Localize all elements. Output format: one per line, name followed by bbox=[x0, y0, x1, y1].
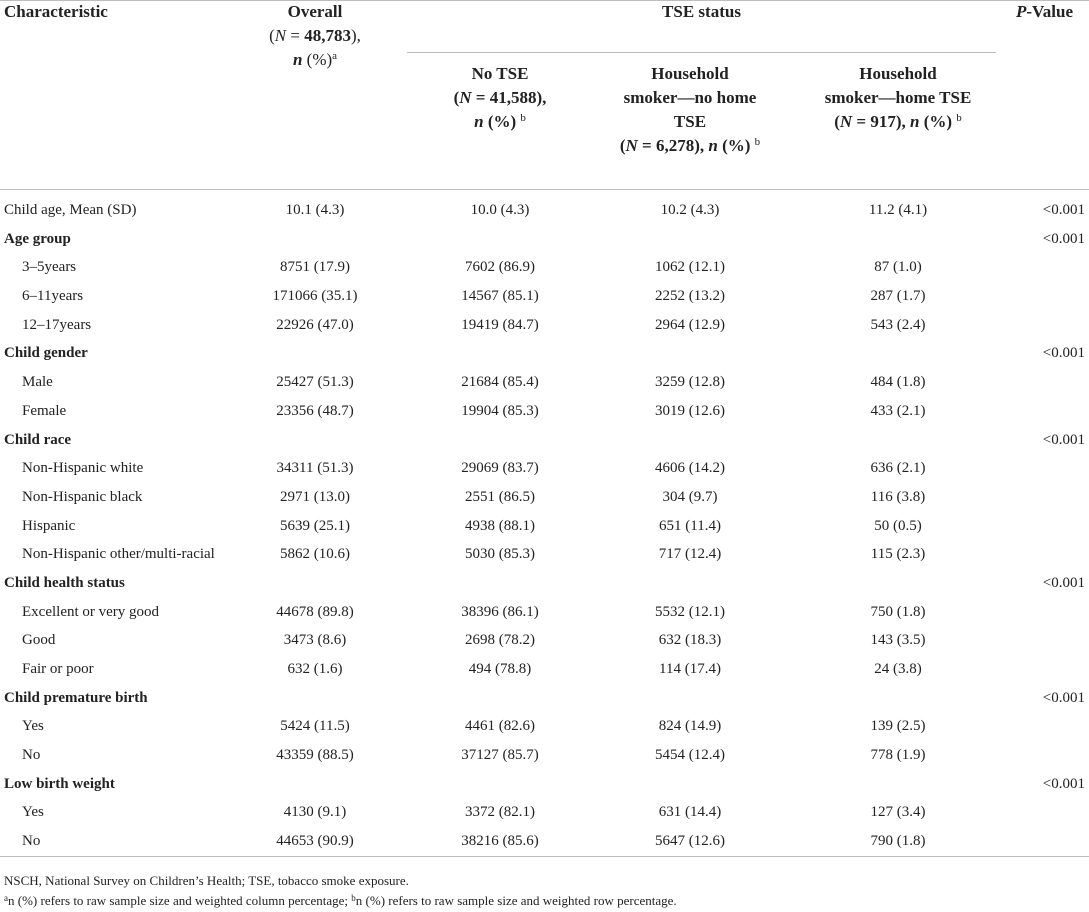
no-home-tse-cell: 304 (9.7) bbox=[662, 488, 718, 505]
overall-cell: 10.1 (4.3) bbox=[285, 202, 345, 218]
header-no-tse-title: No TSE bbox=[471, 64, 529, 83]
table-row bbox=[0, 282, 1089, 311]
row-label: 3–5years bbox=[22, 259, 77, 276]
no-tse-cell: 19904 (85.3) bbox=[461, 402, 539, 419]
p-value-cell: <0.001 bbox=[1042, 202, 1085, 218]
p-value-cell: <0.001 bbox=[1042, 689, 1085, 706]
row-label: Yes bbox=[22, 804, 44, 821]
overall-cell: 2971 (13.0) bbox=[280, 488, 350, 505]
no-home-tse-cell: 5532 (12.1) bbox=[655, 603, 725, 620]
row-label: Hispanic bbox=[22, 517, 76, 534]
no-home-tse-cell: 631 (14.4) bbox=[658, 804, 722, 821]
header-home-sup: b bbox=[956, 112, 962, 124]
home-tse-cell: 287 (1.7) bbox=[870, 288, 926, 305]
overall-cell: 22926 (47.0) bbox=[276, 316, 354, 333]
no-home-tse-cell: 3259 (12.8) bbox=[655, 374, 725, 391]
header-no-tse: No TSE (N = 41,588), n (%) $^b$ bbox=[453, 64, 547, 131]
p-value-cell: <0.001 bbox=[1042, 230, 1085, 247]
no-tse-cell: 7602 (86.9) bbox=[465, 259, 535, 276]
row-label: Child age, Mean (SD) bbox=[4, 202, 137, 218]
home-tse-cell: 116 (3.8) bbox=[870, 488, 926, 505]
overall-cell: 5862 (10.6) bbox=[280, 546, 350, 563]
home-tse-cell: 790 (1.8) bbox=[870, 833, 926, 850]
overall-cell: 44653 (90.9) bbox=[276, 833, 354, 850]
no-home-tse-cell: 3019 (12.6) bbox=[655, 402, 725, 419]
p-value-cell: <0.001 bbox=[1042, 431, 1085, 448]
home-tse-cell: 433 (2.1) bbox=[870, 402, 926, 419]
table-row bbox=[0, 626, 1089, 655]
overall-cell: 23356 (48.7) bbox=[276, 402, 354, 419]
header-no-home-line1: Household bbox=[651, 64, 729, 83]
home-tse-cell: 636 (2.1) bbox=[870, 460, 926, 477]
table-row bbox=[0, 253, 1089, 282]
home-tse-cell: 750 (1.8) bbox=[870, 603, 926, 620]
footnote-abbreviations: NSCH, National Survey on Children’s Health; TSE, tobacco smoke exposure. bbox=[4, 873, 409, 888]
row-label: Female bbox=[22, 402, 67, 419]
header-overall-title: Overall bbox=[287, 2, 343, 21]
overall-cell: 171066 (35.1) bbox=[272, 288, 358, 305]
home-tse-cell: 143 (3.5) bbox=[870, 632, 926, 649]
p-value-cell: <0.001 bbox=[1042, 574, 1085, 591]
footnote-a-text: n (%) refers to raw sample size and weighted column percentage; bbox=[8, 893, 352, 908]
header-home-line2: smoker—home TSE bbox=[824, 88, 972, 107]
table-row bbox=[0, 311, 1089, 340]
row-label: Fair or poor bbox=[22, 661, 94, 677]
no-tse-cell: 21684 (85.4) bbox=[461, 374, 539, 391]
header-p-value: P-Value bbox=[1015, 2, 1073, 21]
footnote-a-sup: a bbox=[4, 893, 8, 903]
row-label: 12–17years bbox=[22, 316, 92, 333]
overall-cell: 34311 (51.3) bbox=[276, 460, 354, 477]
table-row bbox=[0, 483, 1089, 512]
no-tse-cell: 38216 (85.6) bbox=[461, 833, 539, 850]
header-home-n: 917 bbox=[870, 112, 896, 131]
no-tse-cell: 19419 (84.7) bbox=[461, 316, 539, 333]
row-label: Non-Hispanic black bbox=[22, 488, 143, 505]
table-row bbox=[0, 397, 1089, 426]
no-tse-cell: 10.0 (4.3) bbox=[470, 202, 530, 218]
table-section-row bbox=[0, 770, 1089, 799]
home-tse-cell: 87 (1.0) bbox=[874, 259, 922, 276]
no-home-tse-cell: 5454 (12.4) bbox=[655, 747, 725, 764]
header-overall-sup: a bbox=[332, 50, 338, 62]
header-no-home-line3: TSE bbox=[673, 112, 707, 131]
row-label: Child premature birth bbox=[4, 689, 148, 706]
overall-cell: 5639 (25.1) bbox=[280, 517, 350, 534]
no-tse-cell: 3372 (82.1) bbox=[465, 804, 535, 821]
footnote-b-text: n (%) refers to raw sample size and weighted row percentage. bbox=[355, 893, 677, 908]
no-home-tse-cell: 10.2 (4.3) bbox=[660, 202, 720, 218]
no-home-tse-cell: 5647 (12.6) bbox=[655, 833, 725, 850]
row-label: 6–11years bbox=[22, 288, 84, 305]
header-p-value-label: Value bbox=[1032, 2, 1073, 21]
tse-status-rule bbox=[407, 52, 996, 53]
row-label: Child gender bbox=[4, 345, 88, 362]
header-overall: Overall (N = 48,783), n (%)$^a$ bbox=[269, 2, 361, 69]
table-row bbox=[0, 741, 1089, 770]
footnote-b-sup: b bbox=[351, 893, 356, 903]
no-home-tse-cell: 2252 (13.2) bbox=[655, 288, 725, 305]
header-household-home-tse: Household smoker—home TSE (N = 917), n (%) $^b$ bbox=[824, 64, 972, 131]
home-tse-cell: 778 (1.9) bbox=[870, 747, 926, 764]
home-tse-cell: 543 (2.4) bbox=[870, 316, 926, 333]
header-overall-n: 48,783 bbox=[304, 26, 351, 45]
row-label: No bbox=[22, 747, 41, 764]
table-row bbox=[0, 540, 1089, 569]
no-tse-cell: 37127 (85.7) bbox=[461, 747, 539, 764]
table-row bbox=[0, 798, 1089, 827]
no-home-tse-cell: 2964 (12.9) bbox=[655, 316, 725, 333]
table-row bbox=[0, 655, 1089, 684]
no-tse-cell: 4461 (82.6) bbox=[465, 718, 535, 735]
header-no-home-n: 6,278 bbox=[655, 136, 695, 155]
overall-cell: 3473 (8.6) bbox=[283, 632, 347, 649]
table-section-row bbox=[0, 426, 1089, 455]
bottom-rule bbox=[0, 856, 1089, 857]
home-tse-cell: 50 (0.5) bbox=[874, 517, 922, 534]
row-label: Non-Hispanic other/multi-racial bbox=[22, 546, 215, 563]
no-tse-cell: 2551 (86.5) bbox=[465, 488, 535, 505]
table-section-row bbox=[0, 339, 1089, 368]
row-label: Child race bbox=[4, 431, 72, 448]
home-tse-cell: 484 (1.8) bbox=[870, 374, 926, 391]
row-label: Male bbox=[22, 374, 53, 391]
no-home-tse-cell: 632 (18.3) bbox=[658, 632, 722, 649]
table-row bbox=[0, 454, 1089, 483]
no-tse-cell: 14567 (85.1) bbox=[461, 288, 539, 305]
no-home-tse-cell: 824 (14.9) bbox=[658, 718, 722, 735]
home-tse-cell: 115 (2.3) bbox=[870, 546, 926, 563]
table-row bbox=[0, 512, 1089, 541]
overall-cell: 8751 (17.9) bbox=[280, 259, 350, 276]
overall-cell: 44678 (89.8) bbox=[276, 603, 354, 620]
header-tse-status: TSE status bbox=[662, 2, 741, 21]
row-label: No bbox=[22, 833, 41, 850]
table-row bbox=[0, 196, 1089, 225]
table-section-row bbox=[0, 684, 1089, 713]
no-home-tse-cell: 1062 (12.1) bbox=[655, 259, 725, 276]
row-label: Excellent or very good bbox=[22, 603, 160, 620]
row-label: Yes bbox=[22, 718, 44, 735]
table-row bbox=[0, 712, 1089, 741]
table-row bbox=[0, 827, 1089, 856]
header-no-home-sup: b bbox=[754, 136, 761, 148]
table-row bbox=[0, 598, 1089, 627]
row-label: Non-Hispanic white bbox=[22, 460, 144, 477]
header-no-tse-sup: b bbox=[520, 112, 526, 124]
header-rule bbox=[0, 189, 1089, 190]
home-tse-cell: 127 (3.4) bbox=[870, 804, 926, 821]
no-home-tse-cell: 651 (11.4) bbox=[659, 517, 721, 534]
overall-cell: 4130 (9.1) bbox=[283, 804, 347, 821]
no-home-tse-cell: 4606 (14.2) bbox=[655, 460, 725, 477]
no-home-tse-cell: 114 (17.4) bbox=[659, 661, 721, 677]
no-tse-cell: 38396 (86.1) bbox=[461, 603, 539, 620]
header-household-no-home-tse: Household smoker—no home TSE (N = 6,278), n (%) $^b$ bbox=[619, 64, 761, 155]
table-row bbox=[0, 368, 1089, 397]
row-label: Good bbox=[22, 632, 56, 649]
table-section-row bbox=[0, 569, 1089, 598]
no-home-tse-cell: 717 (12.4) bbox=[658, 546, 722, 563]
overall-cell: 632 (1.6) bbox=[287, 661, 343, 677]
table-body bbox=[0, 196, 1089, 856]
header-home-line1: Household bbox=[859, 64, 937, 83]
footnote-notes bbox=[4, 892, 677, 910]
no-tse-cell: 5030 (85.3) bbox=[465, 546, 535, 563]
overall-cell: 43359 (88.5) bbox=[276, 747, 354, 764]
overall-cell: 25427 (51.3) bbox=[276, 374, 354, 391]
no-tse-cell: 494 (78.8) bbox=[468, 661, 532, 677]
row-label: Age group bbox=[4, 230, 71, 247]
p-value-cell: <0.001 bbox=[1042, 775, 1085, 792]
table-section-row bbox=[0, 225, 1089, 254]
p-value-cell: <0.001 bbox=[1042, 345, 1085, 362]
home-tse-cell: 139 (2.5) bbox=[870, 718, 926, 735]
row-label: Child health status bbox=[4, 574, 125, 591]
no-tse-cell: 4938 (88.1) bbox=[465, 517, 535, 534]
no-tse-cell: 2698 (78.2) bbox=[465, 632, 535, 649]
header-characteristic: Characteristic bbox=[4, 2, 108, 21]
header-no-tse-n: 41,588 bbox=[489, 88, 537, 107]
no-tse-cell: 29069 (83.7) bbox=[461, 460, 539, 477]
home-tse-cell: 24 (3.8) bbox=[874, 661, 922, 677]
home-tse-cell: 11.2 (4.1) bbox=[868, 202, 928, 218]
header-no-home-line2: smoker—no home bbox=[623, 88, 757, 107]
overall-cell: 5424 (11.5) bbox=[280, 718, 350, 735]
row-label: Low birth weight bbox=[4, 775, 115, 792]
